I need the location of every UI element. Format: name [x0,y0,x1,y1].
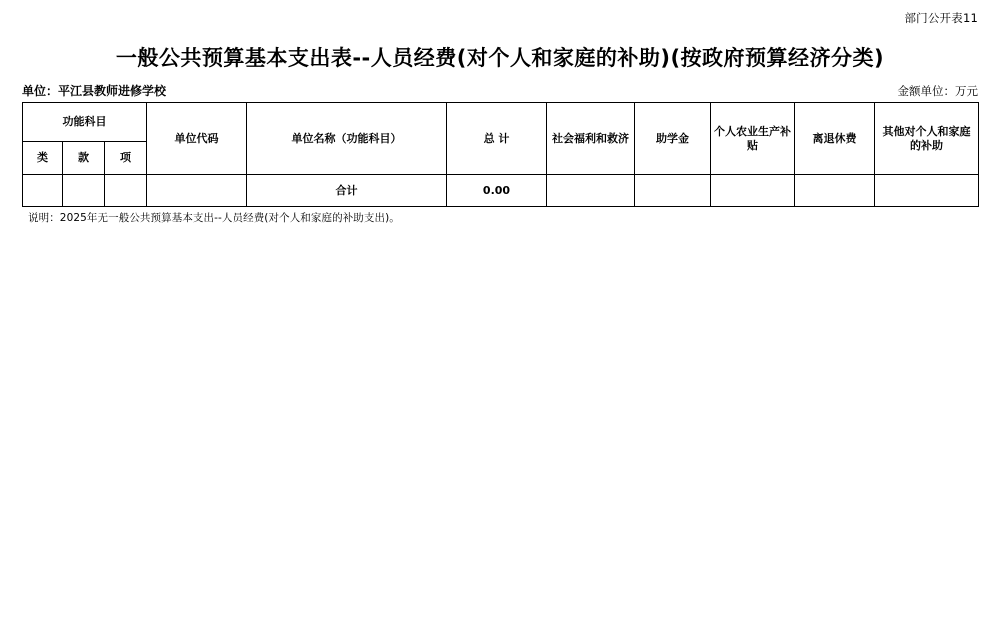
header-farmer-subsidy: 个人农业生产补贴 [711,103,795,175]
cell-scholarship [635,175,711,207]
budget-table [22,102,979,207]
header-social-welfare: 社会福利和救济 [547,103,635,175]
header-group-function-subject: 功能科目 [23,103,147,142]
page-title: 一般公共预算基本支出表--人员经费(对个人和家庭的补助)(按政府预算经济分类) [115,46,885,70]
unit-label: 单位：平江县教师进修学校 [22,84,167,98]
meta-row [22,82,978,99]
footnote: 说明：2025年无一般公共预算基本支出--人员经费(对个人和家庭的补助支出)。 [28,212,400,224]
cell-social-welfare [547,175,635,207]
header-other-subsidy: 其他对个人和家庭的补助 [875,103,979,175]
header-scholarship: 助学金 [635,103,711,175]
cell-kuan [63,175,105,207]
header-total: 总 计 [447,103,547,175]
document-tag: 部门公开表11 [904,11,978,25]
header-kuan: 款 [63,142,105,175]
cell-xiang [105,175,147,207]
cell-other-subsidy [875,175,979,207]
header-retirement: 离退休费 [795,103,875,175]
cell-unit-code [147,175,247,207]
header-xiang: 项 [105,142,147,175]
cell-farmer-subsidy [711,175,795,207]
table-body [23,175,979,207]
header-unit-name: 单位名称（功能科目） [247,103,447,175]
table-row [23,175,979,207]
cell-unit-name: 合计 [247,175,447,207]
cell-lei [23,175,63,207]
table-header [23,103,979,175]
amount-unit-label: 金额单位：万元 [897,84,978,98]
cell-retirement [795,175,875,207]
cell-total: 0.00 [447,175,547,207]
header-lei: 类 [23,142,63,175]
header-unit-code: 单位代码 [147,103,247,175]
table-header-row-1 [23,103,979,142]
